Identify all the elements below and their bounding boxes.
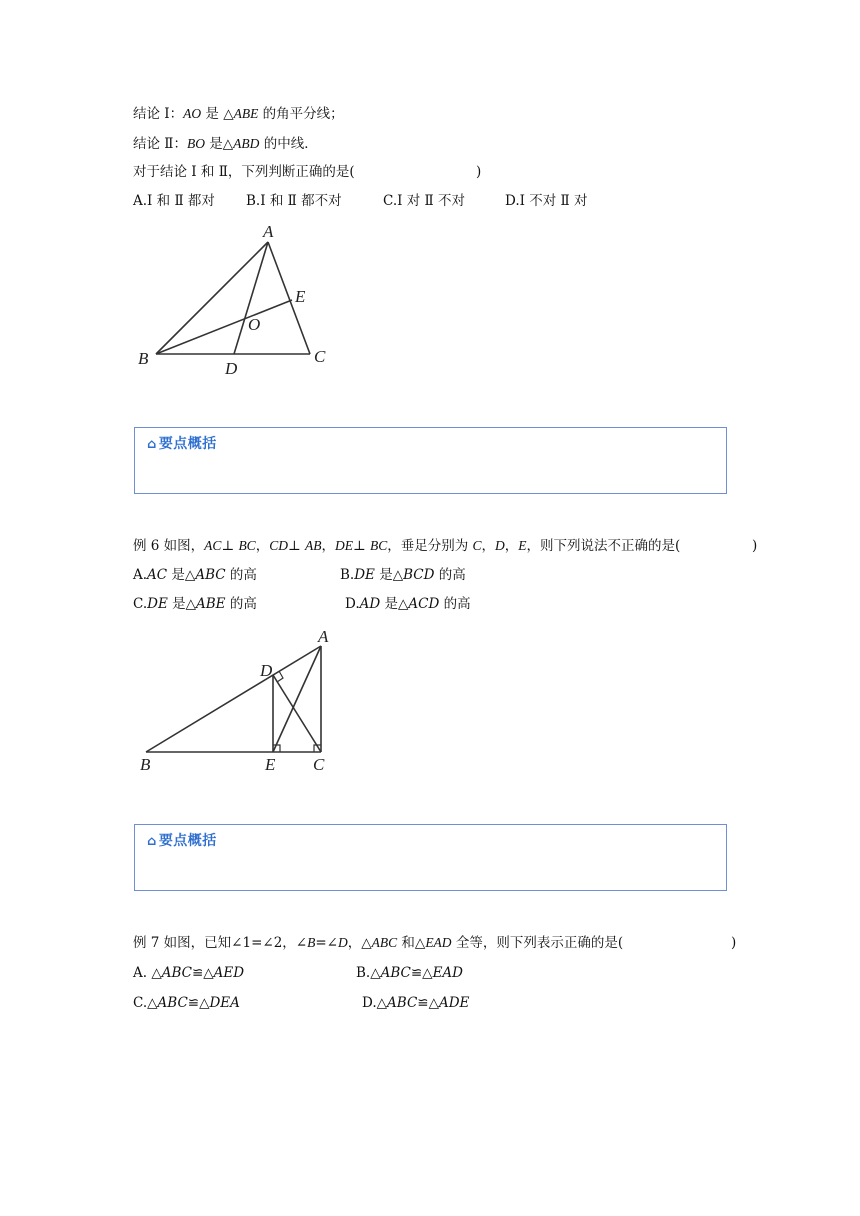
conclusion-1-suffix: 的角平分线； <box>258 106 344 122</box>
text-fragment: CD <box>269 538 288 553</box>
text-fragment: =∠ <box>315 935 338 951</box>
q5-question <box>133 162 355 182</box>
text-fragment: EAD <box>432 965 463 981</box>
conclusion-2-suffix: 的中线． <box>259 136 318 152</box>
summary-box-2[interactable] <box>134 824 727 891</box>
home-icon: ⌂ <box>147 437 157 452</box>
text-fragment: 是△ <box>380 596 409 612</box>
text-fragment: AED <box>213 965 245 981</box>
text-fragment: ≌△ <box>417 995 439 1011</box>
text-fragment: D.△ <box>362 995 388 1011</box>
text-fragment: ABC <box>387 995 418 1011</box>
q5-option-b[interactable]: B.I 和 Ⅱ 都不对 <box>246 193 342 209</box>
text-fragment: ≌△ <box>191 965 214 981</box>
q6-option-a[interactable] <box>133 565 257 585</box>
text-fragment: ABE <box>196 596 226 612</box>
q5-paren-close: ) <box>476 164 482 180</box>
text-fragment: AB <box>304 538 322 553</box>
conclusion-1-mid: 是 △ <box>201 106 234 122</box>
label-a: A <box>318 627 329 646</box>
conclusion-2-prefix: 结论 Ⅱ： <box>133 136 187 152</box>
label-b: B <box>138 349 149 368</box>
text-fragment: ， <box>255 538 270 554</box>
text-fragment: 的高 <box>225 596 257 612</box>
text-fragment: ACD <box>408 596 440 612</box>
q6-stem <box>133 536 680 556</box>
text-fragment: ，垂足分别为 <box>387 538 473 554</box>
q6-option-c[interactable] <box>133 594 257 614</box>
text-fragment: AD <box>359 596 381 612</box>
q5-option-c[interactable]: C.I 对 Ⅱ 不对 <box>383 193 466 209</box>
segment-cd <box>273 675 321 752</box>
text-fragment: B <box>307 935 316 950</box>
label-c: C <box>314 347 326 366</box>
text-fragment: EAD <box>425 935 452 950</box>
text-fragment: BC <box>238 538 256 553</box>
segment-bo: BO <box>186 136 205 151</box>
text-fragment: E <box>518 538 527 553</box>
conclusion-1-prefix: 结论 I： <box>133 106 184 122</box>
text-fragment: 的高 <box>439 596 471 612</box>
text-fragment: 例 6 如图， <box>133 538 205 554</box>
text-fragment: B. <box>340 567 355 583</box>
q5-option-a[interactable]: A.I 和 Ⅱ 都对 <box>133 193 215 209</box>
triangle-abd: ABD <box>233 136 260 151</box>
text-fragment: AC <box>147 567 168 583</box>
text-fragment: 的高 <box>434 567 466 583</box>
conclusion-2-mid: 是△ <box>204 136 234 152</box>
label-o: O <box>248 315 261 334</box>
triangle-abe: ABE <box>233 106 259 121</box>
text-fragment: ， <box>321 538 335 554</box>
text-fragment: DE <box>147 596 168 612</box>
text-fragment: ≌△ <box>410 965 433 981</box>
label-b: B <box>140 755 151 774</box>
q6-paren-close: ) <box>752 538 758 554</box>
text-fragment: ⊥ <box>221 538 239 554</box>
text-fragment: 全等，则下列表示正确的是( <box>451 935 624 951</box>
text-fragment: ， <box>481 538 496 554</box>
text-fragment: ≌△ <box>187 995 210 1011</box>
text-fragment: ABC <box>161 965 192 981</box>
label-e: E <box>295 287 306 306</box>
text-fragment: DEA <box>209 995 240 1011</box>
q7-option-a[interactable] <box>133 963 244 983</box>
text-fragment: 例 7 如图，已知∠1=∠2，∠ <box>133 935 308 951</box>
conclusion-1 <box>133 104 344 124</box>
text-fragment: DE <box>334 538 353 553</box>
summary-box-1-label: 要点概括 <box>158 436 217 452</box>
q6-option-b[interactable] <box>340 565 466 585</box>
text-fragment: ABC <box>380 965 411 981</box>
text-fragment: 是△ <box>167 567 196 583</box>
text-fragment: 和△ <box>397 935 426 951</box>
label-d: D <box>225 359 238 378</box>
text-fragment: DE <box>354 567 375 583</box>
text-fragment: C <box>472 538 482 553</box>
text-fragment: ABC <box>371 935 398 950</box>
summary-box-2-title <box>147 830 217 850</box>
text-fragment: 是△ <box>374 567 404 583</box>
label-c: C <box>313 755 325 774</box>
segment-ae <box>273 646 321 752</box>
text-fragment: ，则下列说法不正确的是( <box>526 538 681 554</box>
text-fragment: ⊥ <box>287 538 305 554</box>
segment-ab <box>146 646 321 752</box>
q7-stem <box>133 933 623 953</box>
conclusion-2 <box>133 134 318 154</box>
text-fragment: BC <box>369 538 388 553</box>
label-a: A <box>263 222 274 241</box>
q5-question-text: 对于结论 I 和 Ⅱ，下列判断正确的是( <box>133 164 355 180</box>
label-e: E <box>265 755 276 774</box>
text-fragment: BCD <box>403 567 435 583</box>
text-fragment: ABC <box>195 567 226 583</box>
home-icon: ⌂ <box>147 834 157 849</box>
text-fragment: C. <box>133 596 148 612</box>
segment-ao: AO <box>183 106 202 121</box>
text-fragment: A. △ <box>133 965 162 981</box>
label-d: D <box>260 661 273 680</box>
text-fragment: 的高 <box>225 567 257 583</box>
q7-option-c[interactable] <box>133 993 240 1013</box>
text-fragment: B.△ <box>356 965 381 981</box>
text-fragment: ， <box>504 538 519 554</box>
text-fragment: D <box>495 538 505 553</box>
summary-box-1[interactable] <box>134 427 727 494</box>
text-fragment: ADE <box>438 995 470 1011</box>
q6-option-d[interactable] <box>345 594 471 614</box>
summary-box-1-title <box>147 433 217 453</box>
q7-option-b[interactable] <box>356 963 463 983</box>
text-fragment: ABC <box>157 995 188 1011</box>
q5-figure-triangle <box>130 220 350 382</box>
summary-box-2-label: 要点概括 <box>158 833 217 849</box>
q7-option-d[interactable] <box>362 993 469 1013</box>
text-fragment: ⊥ <box>352 538 370 554</box>
text-fragment: A. <box>133 567 148 583</box>
text-fragment: ，△ <box>347 935 372 951</box>
q6-figure-right-triangle <box>130 622 350 777</box>
q7-paren-close: ) <box>731 935 737 951</box>
text-fragment: 是△ <box>167 596 197 612</box>
text-fragment: C.△ <box>133 995 158 1011</box>
text-fragment: AC <box>204 538 222 553</box>
q5-option-d[interactable]: D.I 不对 Ⅱ 对 <box>505 193 588 209</box>
text-fragment: D. <box>345 596 360 612</box>
text-fragment: D <box>337 935 348 950</box>
segment-be <box>156 300 292 354</box>
